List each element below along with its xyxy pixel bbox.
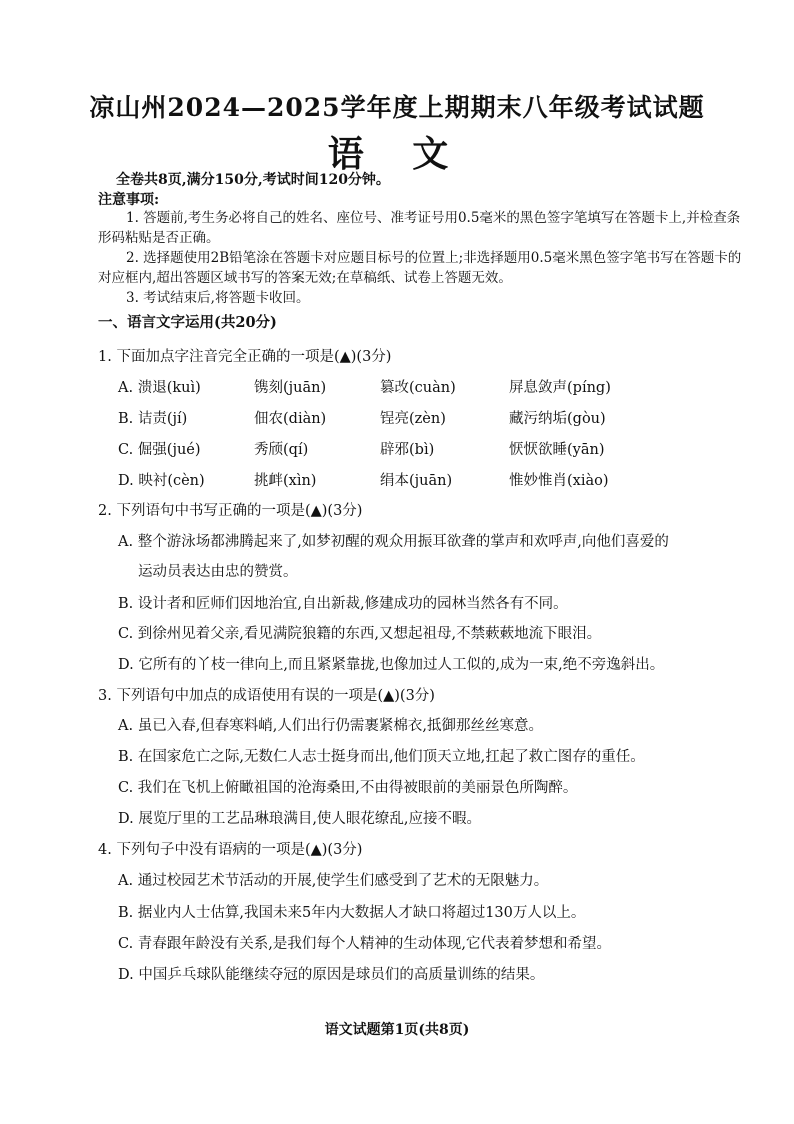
option-item: D. 展览厅里的工艺品琳琅满目,使人眼花缭乱,应接不暇。 [118,811,482,827]
notice-item: 1. 答题前,考生务必将自己的姓名、座位号、准考证号用0.5毫米的黑色签字笔填写在答题卡上,并检查条形码粘贴是否正确。 [98,210,741,246]
option-item: 镌刻(juān) [254,380,327,396]
option-item: 惟妙惟肖(xiào) [509,473,609,489]
option-item: A. 整个游泳场都沸腾起来了,如梦初醒的观众用振耳欲聋的掌声和欢呼声,向他们喜爱的 运动员表达由忠的赞赏。 [118,534,669,580]
page-footer: 语文试题第1页(共8页) [324,1022,470,1038]
option-item: 辟邪(bì) [380,442,435,458]
question-1-options [118,376,758,500]
option-item: C. 倔强(jué) [118,442,201,458]
question-3-stem: 3. 下列语句中加点的成语使用有误的一项是(▲)(3分) [98,687,435,704]
option-item: 藏污纳垢(gòu) [509,411,606,427]
notice-item: 3. 考试结束后,将答题卡收回。 [126,290,310,306]
option-item: 挑衅(xìn) [254,473,317,489]
option-item: 锃亮(zèn) [380,411,446,427]
option-item: 屏息敛声(píng) [509,380,611,396]
option-row [118,469,758,500]
option-item: B. 在国家危亡之际,无数仁人志士挺身而出,他们顶天立地,扛起了救亡图存的重任。 [118,749,645,765]
option-item: B. 诘责(jí) [118,411,188,427]
option-item: 篡改(cuàn) [380,380,456,396]
option-item: B. 设计者和匠师们因地治宜,自出新裁,修建成功的园林当然各有不同。 [118,596,568,612]
answer-mark-icon: ▲ [383,687,395,704]
option-item: 佃农(diàn) [254,411,327,427]
answer-mark-icon: ▲ [310,502,322,519]
option-item: C. 我们在飞机上俯瞰祖国的沧海桑田,不由得被眼前的美丽景色所陶醉。 [118,780,578,796]
question-2-stem: 2. 下列语句中书写正确的一项是(▲)(3分) [98,502,363,519]
option-row [118,407,758,438]
option-row [118,376,758,407]
question-4-stem: 4. 下列句子中没有语病的一项是(▲)(3分) [98,841,363,858]
option-item: D. 它所有的丫枝一律向上,而且紧紧靠拢,也像加过人工似的,成为一束,绝不旁逸斜出。 [118,657,665,673]
option-item: B. 据业内人士估算,我国未来5年内大数据人才缺口将超过130万人以上。 [118,905,586,921]
notice-heading: 注意事项: [98,192,160,208]
notice-item: 2. 选择题使用2B铅笔涂在答题卡对应题目标号的位置上;非选择题用0.5毫米黑色签字笔书写在答题卡的对应框内,超出答题区域书写的答案无效;在草稿纸、试卷上答题无效。 [98,250,742,286]
option-item: D. 映衬(cèn) [118,473,205,489]
option-item: C. 到徐州见着父亲,看见满院狼籍的东西,又想起祖母,不禁蔌蔌地流下眼泪。 [118,626,602,642]
option-row [118,438,758,469]
exam-meta: 全卷共8页,满分150分,考试时间120分钟。 [116,172,390,188]
option-item: C. 青春跟年龄没有关系,是我们每个人精神的生动体现,它代表着梦想和希望。 [118,936,612,952]
answer-mark-icon: ▲ [310,841,322,858]
option-item: 绢本(juān) [380,473,453,489]
question-1-stem: 1. 下面加点字注音完全正确的一项是(▲)(3分) [98,348,392,365]
option-item: A. 通过校园艺术节活动的开展,使学生们感受到了艺术的无限魅力。 [118,873,549,889]
option-item: D. 中国乒乓球队能继续夺冠的原因是球员们的高质量训练的结果。 [118,967,545,983]
subject-title: 语 文 [327,133,467,175]
option-item: 恹恹欲睡(yān) [509,442,605,458]
answer-mark-icon: ▲ [339,348,351,365]
section-heading: 一、语言文字运用(共20分) [98,314,277,331]
option-item: A. 溃退(kuì) [118,380,201,396]
exam-title: 凉山州2024—2025学年度上期期末八年级考试试题 [89,93,705,122]
option-item: A. 虽已入春,但春寒料峭,人们出行仍需裹紧棉衣,抵御那丝丝寒意。 [118,718,544,734]
option-item: 秀颀(qí) [254,442,309,458]
